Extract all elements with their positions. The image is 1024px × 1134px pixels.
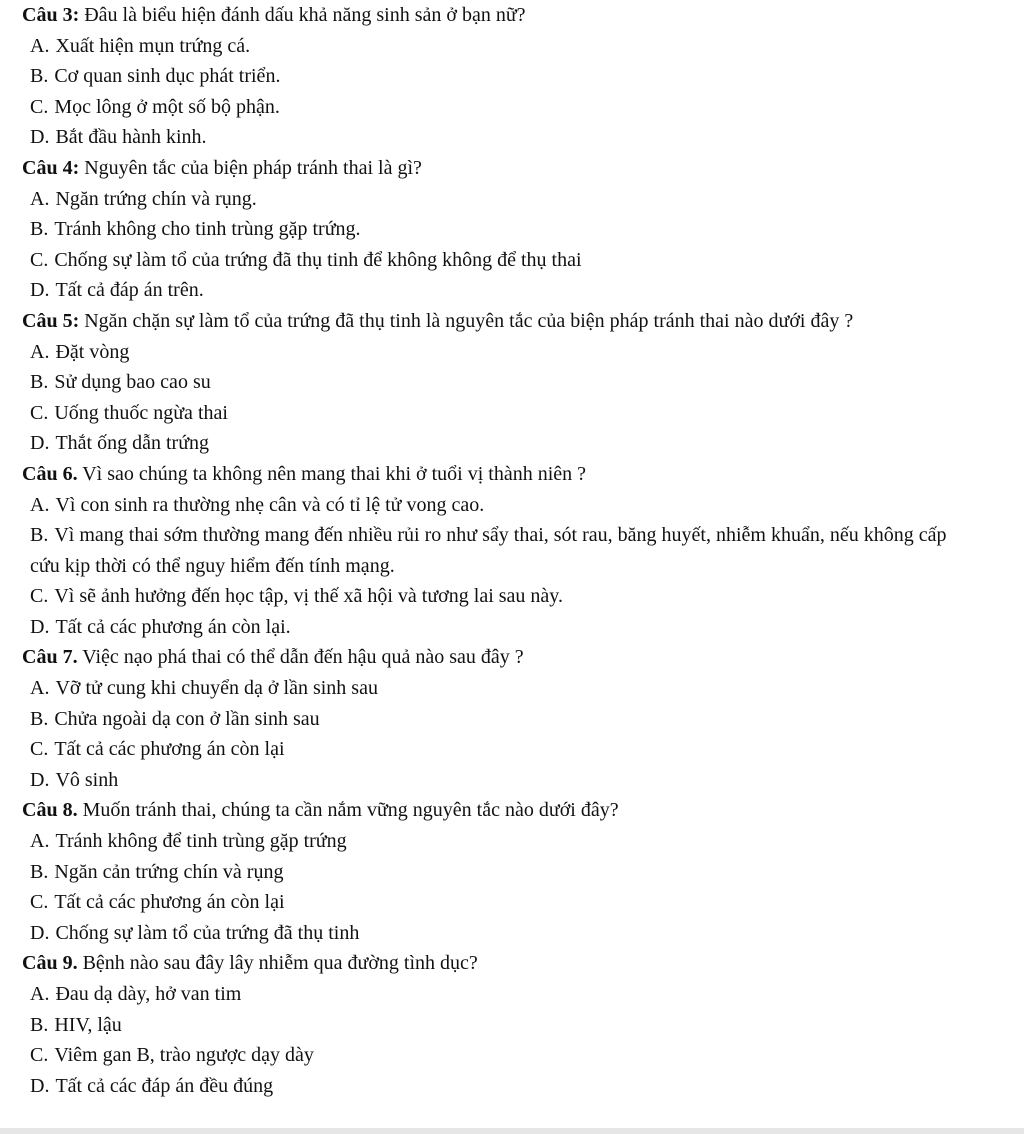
option-a [22, 979, 1024, 1010]
option-text: Tất cả các đáp án đều đúng [55, 1074, 274, 1097]
question-9 [22, 948, 1024, 1101]
option-text: Tất cả các phương án còn lại [54, 738, 285, 761]
question-number: Câu 8. [22, 799, 78, 822]
option-b [22, 1010, 1024, 1041]
option-c [22, 1040, 1024, 1071]
question-text: Việc nạo phá thai có thể dẫn đến hậu quả nào sau đây ? [82, 646, 524, 669]
option-b [22, 520, 980, 581]
option-d [22, 122, 1024, 153]
option-text: Chống sự làm tổ của trứng đã thụ tinh để không không để thụ thai [54, 248, 582, 271]
option-text: Đau dạ dày, hở van tim [55, 983, 242, 1005]
option-letter: A. [30, 830, 50, 853]
question-text: Nguyên tắc của biện pháp tránh thai là gì? [84, 156, 422, 179]
question-number: Câu 9. [22, 952, 78, 975]
option-letter: A. [30, 187, 50, 210]
option-a [22, 184, 1024, 215]
question-stem [22, 306, 982, 337]
option-text: Cơ quan sinh dục phát triển. [54, 65, 281, 88]
option-text: Sử dụng bao cao su [54, 371, 211, 394]
option-letter: A. [30, 34, 50, 57]
option-letter: D. [30, 1074, 50, 1097]
option-text: Vì mang thai sớm thường mang đến nhiều rủi ro như sẩy thai, sót rau, băng huyết, nhiễm khuẩn, nếu không cấp cứu kịp thời có thể nguy hiểm đến tính mạng. [30, 524, 947, 577]
question-6 [22, 459, 1024, 643]
question-number: Câu 6. [22, 462, 78, 485]
option-text: Ngăn cản trứng chín và rụng [54, 860, 284, 883]
option-text: Tránh không cho tinh trùng gặp trứng. [54, 218, 361, 241]
option-text: Xuất hiện mụn trứng cá. [55, 34, 251, 57]
option-b [22, 857, 1024, 888]
option-c [22, 245, 1024, 276]
option-b [22, 367, 1024, 398]
option-letter: B. [30, 371, 49, 394]
question-text: Đâu là biểu hiện đánh dấu khả năng sinh sản ở bạn nữ? [84, 4, 526, 26]
option-d [22, 428, 1024, 459]
question-text: Ngăn chặn sự làm tổ của trứng đã thụ tinh là nguyên tắc của biện pháp tránh thai nào dưới đây ? [84, 309, 854, 332]
option-text: Tất cả các phương án còn lại. [55, 615, 291, 638]
option-letter: C. [30, 738, 49, 761]
option-text: Vì con sinh ra thường nhẹ cân và có tỉ lệ tử vong cao. [55, 493, 485, 516]
question-5 [22, 306, 1024, 459]
question-stem [22, 795, 982, 826]
option-text: Thắt ống dẫn trứng [55, 432, 210, 455]
question-3 [22, 0, 1024, 153]
option-text: Viêm gan B, trào ngược dạy dày [54, 1044, 314, 1067]
option-letter: C. [30, 891, 49, 914]
option-text: Vỡ tử cung khi chuyển dạ ở lần sinh sau [55, 677, 378, 700]
option-letter: D. [30, 768, 50, 791]
option-a [22, 826, 1024, 857]
option-c [22, 398, 1024, 429]
option-text: Chửa ngoài dạ con ở lần sinh sau [54, 707, 320, 730]
option-text: Bắt đầu hành kinh. [55, 126, 207, 149]
option-letter: D. [30, 921, 50, 944]
option-b [22, 61, 1024, 92]
question-stem [22, 948, 982, 979]
question-text: Muốn tránh thai, chúng ta cần nắm vững nguyên tắc nào dưới đây? [82, 799, 619, 822]
option-letter: B. [30, 707, 49, 730]
question-number: Câu 4: [22, 156, 80, 179]
option-a [22, 31, 1024, 62]
option-text: Vô sinh [55, 768, 119, 791]
option-letter: C. [30, 585, 49, 608]
option-letter: B. [30, 65, 49, 88]
option-text: Mọc lông ở một số bộ phận. [54, 95, 280, 118]
option-a [22, 337, 1024, 368]
question-stem [22, 153, 982, 184]
option-text: Tránh không để tinh trùng gặp trứng [55, 830, 347, 853]
question-number: Câu 5: [22, 309, 80, 332]
option-letter: C. [30, 1044, 49, 1067]
option-d [22, 1071, 1024, 1102]
question-8 [22, 795, 1024, 948]
question-4 [22, 153, 1024, 306]
option-c [22, 581, 1024, 612]
page-bottom-edge [0, 1128, 1024, 1134]
question-stem [22, 642, 982, 673]
option-text: Tất cả các phương án còn lại [54, 891, 285, 914]
option-text: Vì sẽ ảnh hưởng đến học tập, vị thế xã hội và tương lai sau này. [54, 585, 563, 608]
option-text: Đặt vòng [55, 340, 130, 363]
option-letter: A. [30, 493, 50, 516]
question-7 [22, 642, 1024, 795]
option-letter: C. [30, 401, 49, 424]
option-a [22, 673, 1024, 704]
option-d [22, 918, 1024, 949]
question-number: Câu 3: [22, 4, 80, 26]
option-a [22, 490, 1024, 521]
option-letter: D. [30, 126, 50, 149]
option-letter: D. [30, 432, 50, 455]
option-d [22, 765, 1024, 796]
question-number: Câu 7. [22, 646, 78, 669]
option-text: Chống sự làm tổ của trứng đã thụ tinh [55, 921, 360, 944]
option-b [22, 704, 1024, 735]
option-c [22, 887, 1024, 918]
option-letter: A. [30, 340, 50, 363]
option-d [22, 275, 1024, 306]
option-letter: C. [30, 248, 49, 271]
option-letter: B. [30, 1013, 49, 1036]
option-letter: B. [30, 218, 49, 241]
option-c [22, 92, 1024, 123]
option-c [22, 734, 1024, 765]
option-d [22, 612, 1024, 643]
option-letter: A. [30, 677, 50, 700]
question-stem [22, 0, 982, 31]
option-b [22, 214, 1024, 245]
option-text: Tất cả đáp án trên. [55, 279, 204, 302]
question-stem [22, 459, 982, 490]
option-letter: D. [30, 279, 50, 302]
option-letter: B. [30, 860, 49, 883]
option-text: HIV, lậu [54, 1013, 122, 1036]
question-text: Bệnh nào sau đây lây nhiễm qua đường tình dục? [82, 952, 478, 975]
question-text: Vì sao chúng ta không nên mang thai khi ở tuổi vị thành niên ? [82, 462, 587, 485]
option-text: Uống thuốc ngừa thai [54, 401, 228, 424]
option-letter: A. [30, 983, 50, 1005]
option-letter: D. [30, 615, 50, 638]
option-letter: C. [30, 95, 49, 118]
option-text: Ngăn trứng chín và rụng. [55, 187, 257, 210]
option-letter: B. [30, 524, 49, 547]
